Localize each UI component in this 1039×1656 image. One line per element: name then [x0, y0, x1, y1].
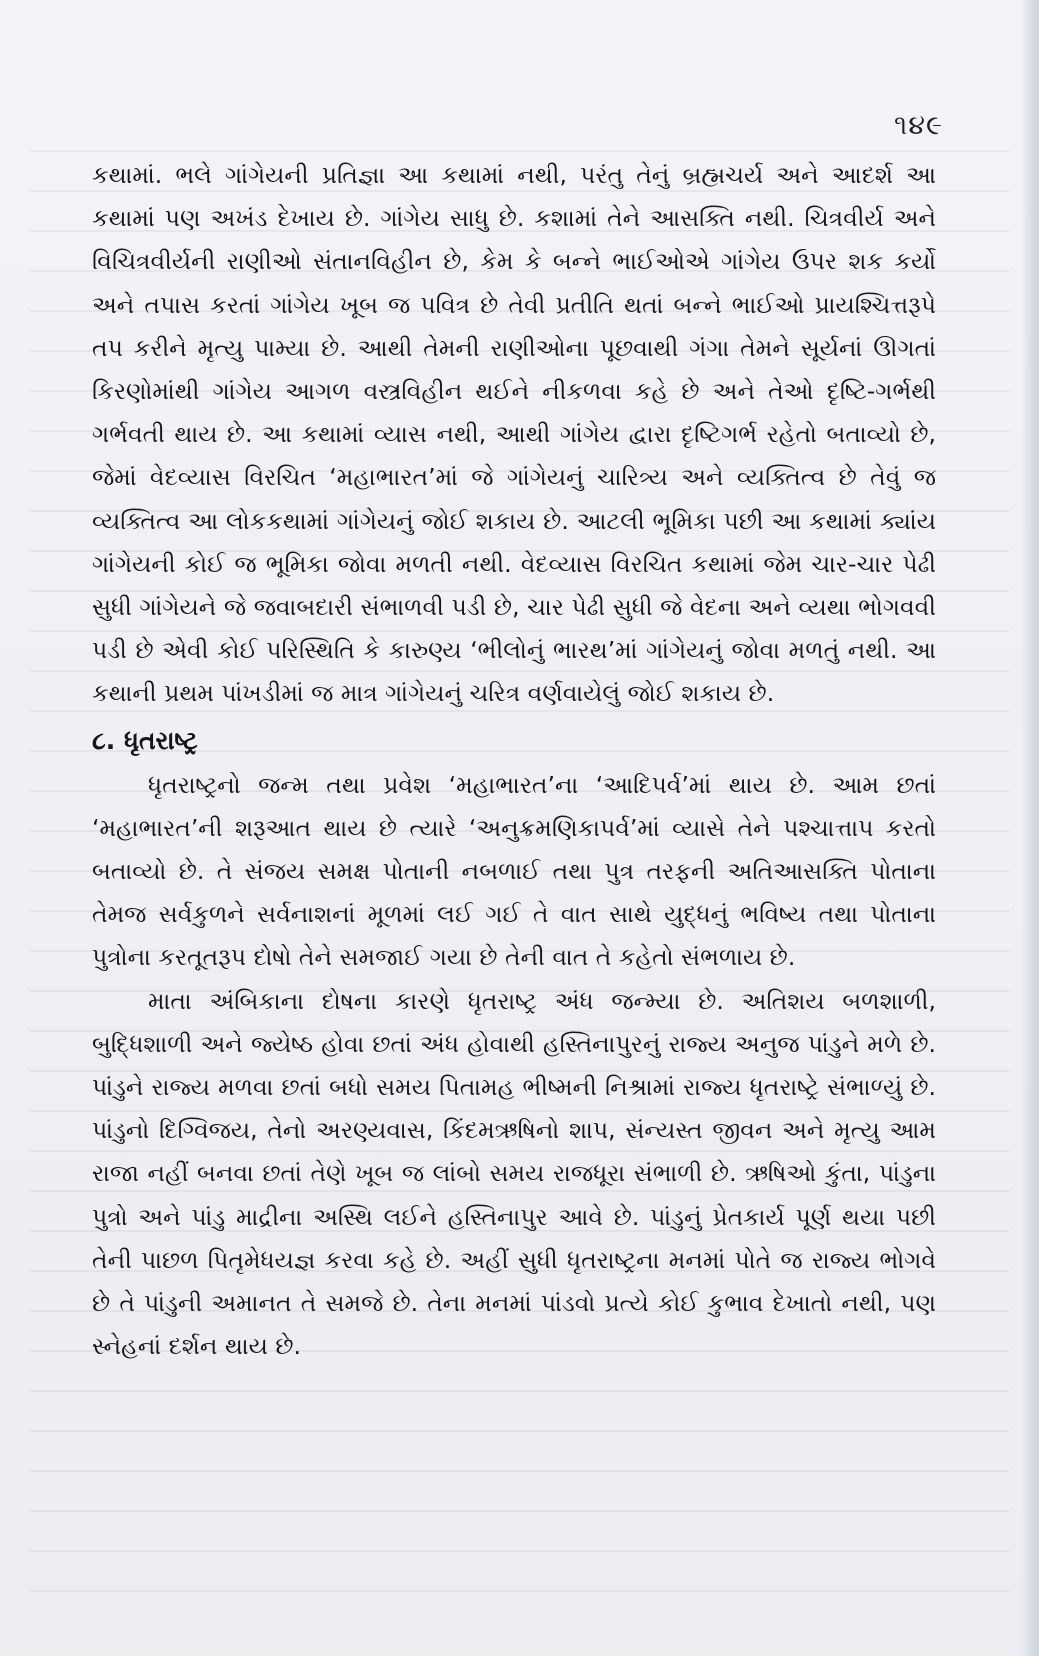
page-body [92, 154, 936, 1368]
section-heading-dhritarashtra: ૮. ધૃતરાષ્ટ્ર [92, 725, 198, 755]
paragraph-dhritarashtra-rule: માતા અંબિકાના દોષના કારણે ધૃતરાષ્ટ્ર અંધ જન્મ્યા છે. અતિશય બળશાળી, બુદ્ધિશાળી અને જ્યેષ્ઠ હોવા છતાં અંધ હોવાથી હસ્તિનાપુરનું રાજ્ય અનુજ પાંડુને મળે છે. પાંડુને રાજ્ય મળવા છતાં બધો સમય પિતામહ ભીષ્મની નિશ્રામાં રાજ્ય ધૃતરાષ્ટ્રે સંભાળ્યું છે. પાંડુનો દિગ્વિજય, તેનો અરણ્યવાસ, કિંદમઋષિનો શાપ, સંન્યસ્ત જીવન અને મૃત્યુ આમ રાજા નહીં બનવા છતાં તેણે ખૂબ જ લાંબો સમય રાજધૂરા સંભાળી છે. ઋષિઓ કુંતા, પાંડુના પુત્રો અને પાંડુ માદ્રીના અસ્થિ લઈને હસ્તિનાપુર આવે છે. પાંડુનું પ્રેતકાર્ય પૂર્ણ થયા પછી તેની પાછળ પિતૃમેધયજ્ઞ કરવા કહે છે. અહીં સુધી ધૃતરાષ્ટ્રના મનમાં પોતે જ રાજ્ય ભોગવે છે તે પાંડુની અમાનત તે સમજે છે. તેના મનમાં પાંડવો પ્રત્યે કોઈ કુભાવ દેખાતો નથી, પણ સ્નેહનાં દર્શન થાય છે. [92, 986, 936, 1361]
page-edge-shadow [1021, 0, 1039, 1656]
page-number: ૧૪૯ [894, 110, 943, 141]
paragraph-gangeya-conclusion: કથામાં. ભલે ગાંગેયની પ્રતિજ્ઞા આ કથામાં નથી, પરંતુ તેનું બ્રહ્મચર્ય અને આદર્શ આ કથામાં પણ અખંડ દેખાય છે. ગાંગેય સાધુ છે. કશામાં તેને આસક્તિ નથી. ચિત્રવીર્ય અને વિચિત્રવીર્યની રાણીઓ સંતાનવિહીન છે, કેમ કે બન્ને ભાઈઓએ ગાંગેય ઉપર શક કર્યો અને તપાસ કરતાં ગાંગેય ખૂબ જ પવિત્ર છે તેવી પ્રતીતિ થતાં બન્ને ભાઈઓ પ્રાયશ્ચિત્તરૂપે તપ કરીને મૃત્યુ પામ્યા છે. આથી તેમની રાણીઓના પૂછવાથી ગંગા તેમને સૂર્યનાં ઊગતાં કિરણોમાંથી ગાંગેય આગળ વસ્ત્રવિહીન થઈને નીકળવા કહે છે અને તેઓ દૃષ્ટિ-ગર્ભથી ગર્ભવતી થાય છે. આ કથામાં વ્યાસ નથી, આથી ગાંગેય દ્વારા દૃષ્ટિગર્ભ રહેતો બતાવ્યો છે, જેમાં વેદવ્યાસ વિરચિત ‘મહાભારત’માં જે ગાંગેયનું ચારિત્ર્ય અને વ્યક્તિત્વ છે તેવું જ વ્યક્તિત્વ આ લોકકથામાં ગાંગેયનું જોઈ શકાય છે. આટલી ભૂમિકા પછી આ કથામાં ક્યાંય ગાંગેયની કોઈ જ ભૂમિકા જોવા મળતી નથી. વેદવ્યાસ વિરચિત કથામાં જેમ ચાર-ચાર પેઢી સુધી ગાંગેયને જે જવાબદારી સંભાળવી પડી છે, ચાર પેઢી સુધી જે વેદના અને વ્યથા ભોગવવી પડી છે એવી કોઈ પરિસ્થિતિ કે કારુણ્ય ‘ભીલોનું ભારથ’માં ગાંગેયનું જોવા મળતું નથી. આ કથાની પ્રથમ પાંખડીમાં જ માત્ર ગાંગેયનું ચરિત્ર વર્ણવાયેલું જોઈ શકાય છે. [92, 161, 936, 708]
paragraph-dhritarashtra-intro: ધૃતરાષ્ટ્રનો જન્મ તથા પ્રવેશ ‘મહાભારત’ના ‘આદિપર્વ’માં થાય છે. આમ છતાં ‘મહાભારત’ની શરૂઆત થાય છે ત્યારે ‘અનુક્રમણિકાપર્વ’માં વ્યાસે તેને પશ્ચાત્તાપ કરતો બતાવ્યો છે. તે સંજય સમક્ષ પોતાની નબળાઈ તથા પુત્ર તરફની અતિઆસક્તિ પોતાના તેમજ સર્વકુળને સર્વનાશનાં મૂળમાં લઈ ગઈ તે વાત સાથે યુદ્ધનું ભવિષ્ય તથા પોતાના પુત્રોના કરતૂતરૂપ દોષો તેને સમજાઈ ગયા છે તેની વાત તે કહેતો સંભળાય છે. [92, 770, 936, 972]
